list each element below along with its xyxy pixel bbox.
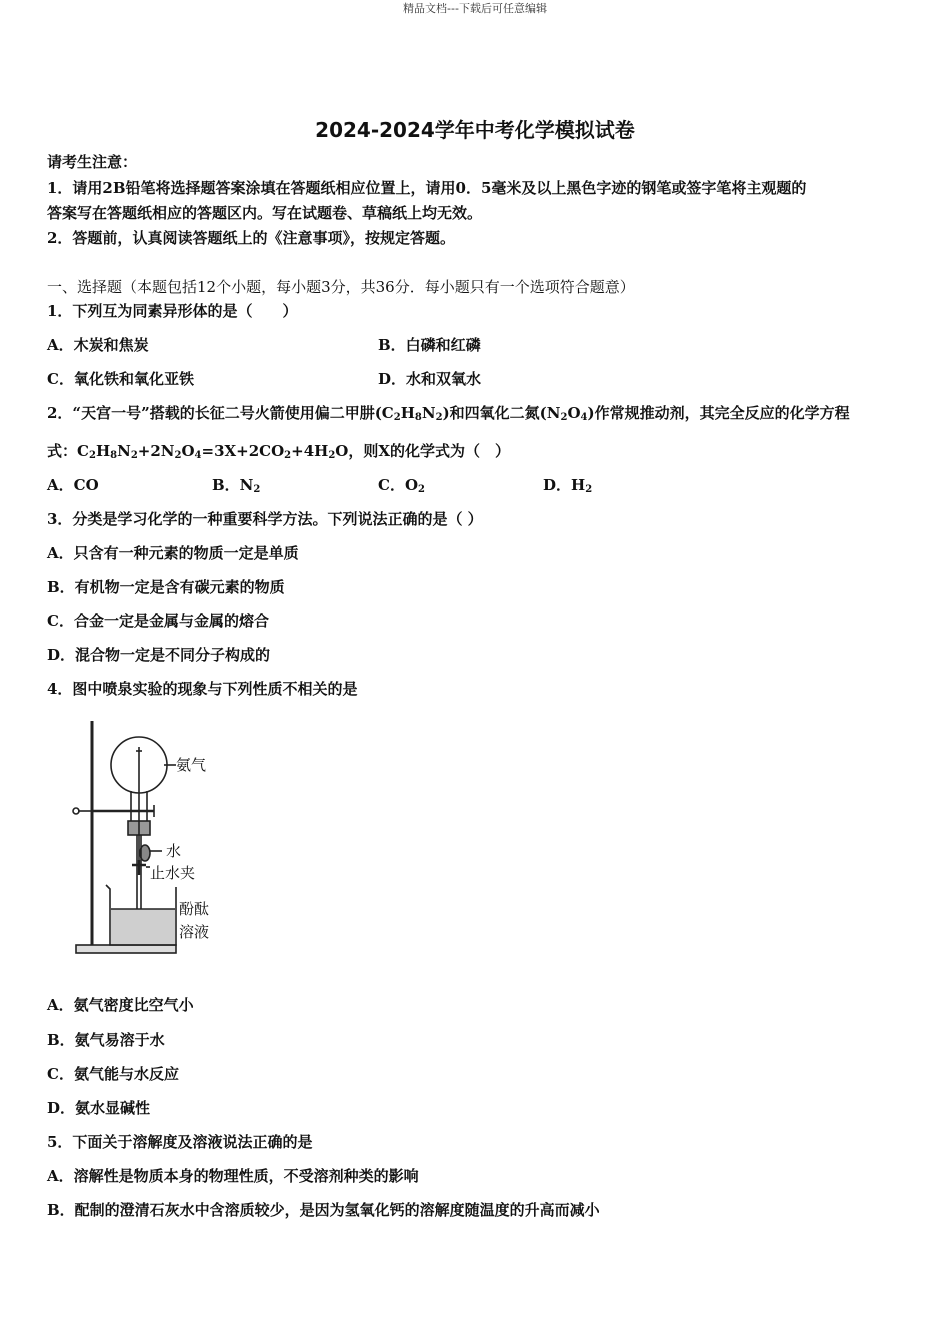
notice-heading: 请考生注意：: [47, 153, 138, 171]
notice-line-1b: 答案写在答题纸相应的答题区内。写在试题卷、草稿纸上均无效。: [47, 204, 483, 222]
q1-option-b: B．白磷和红磷: [378, 336, 481, 354]
q5-option-a: A．溶解性是物质本身的物理性质，不受溶剂种类的影响: [47, 1167, 419, 1185]
q1-option-d: D．水和双氧水: [378, 370, 482, 388]
page-header: 精品文档---下载后可任意编辑: [403, 2, 547, 15]
page-title: 2024-2024学年中考化学模拟试卷: [315, 118, 635, 142]
q2-option-d: D．$H_2$: [543, 476, 593, 495]
q3-option-c: C．合金一定是金属与金属的熔合: [47, 612, 269, 630]
figure-label-ammonia: 氨气: [176, 756, 207, 774]
q3-stem: 3．分类是学习化学的一种重要科学方法。下列说法正确的是（ ）: [47, 510, 483, 528]
figure-label-clamp: 止水夹: [150, 864, 196, 882]
q4-stem: 4．图中喷泉实验的现象与下列性质不相关的是: [47, 680, 358, 698]
q4-option-d: D．氨水显碱性: [47, 1099, 151, 1117]
q3-option-d: D．混合物一定是不同分子构成的: [47, 646, 271, 664]
q1-option-a: A．木炭和焦炭: [47, 336, 149, 354]
figure-label-phenolphthalein: 酚酞: [179, 900, 210, 918]
q2-stem-line-1: 2．“天宫一号”搭载的长征二号火箭使用偏二甲肼$(C_2H_8N_2)$和四氧化二氮$(N_2O_4)$作常规推动剂，其完全反应的化学方程: [47, 404, 850, 423]
section-heading: 一、选择题（本题包括12个小题，每小题3分，共36分．每小题只有一个选项符合题意）: [47, 278, 635, 296]
figure-label-solution: 溶液: [179, 923, 210, 941]
q3-option-a: A．只含有一种元素的物质一定是单质: [47, 544, 299, 562]
q4-option-b: B．氨气易溶于水: [47, 1031, 165, 1049]
notice-line-2: 2．答题前，认真阅读答题纸上的《注意事项》，按规定答题。: [47, 229, 455, 247]
q2-option-b: B．$N_2$: [212, 476, 261, 495]
figure-label-water: 水: [166, 842, 182, 860]
q5-option-b: B．配制的澄清石灰水中含溶质较少，是因为氢氧化钙的溶解度随温度的升高而减小: [47, 1201, 600, 1219]
q2-option-a: A．CO: [47, 476, 99, 494]
q1-stem: 1．下列互为同素异形体的是（ ）: [47, 302, 298, 320]
q4-option-a: A．氨气密度比空气小: [47, 996, 194, 1014]
q3-option-b: B．有机物一定是含有碳元素的物质: [47, 578, 285, 596]
q2-option-c: C．$O_2$: [378, 476, 425, 495]
q5-stem: 5．下面关于溶解度及溶液说法正确的是: [47, 1133, 313, 1151]
q1-option-c: C．氧化铁和氧化亚铁: [47, 370, 194, 388]
q2-equation-line: 式：$C_2H_8N_2+2N_2O_4=3X+2CO_2+4H_2O$，则X的化学式为（ ）: [47, 442, 511, 461]
q4-option-c: C．氨气能与水反应: [47, 1065, 179, 1083]
notice-line-1a: 1．请用2B铅笔将选择题答案涂填在答题纸相应位置上，请用0．5毫米及以上黑色字迹的钢笔或签字笔将主观题的: [47, 179, 807, 197]
